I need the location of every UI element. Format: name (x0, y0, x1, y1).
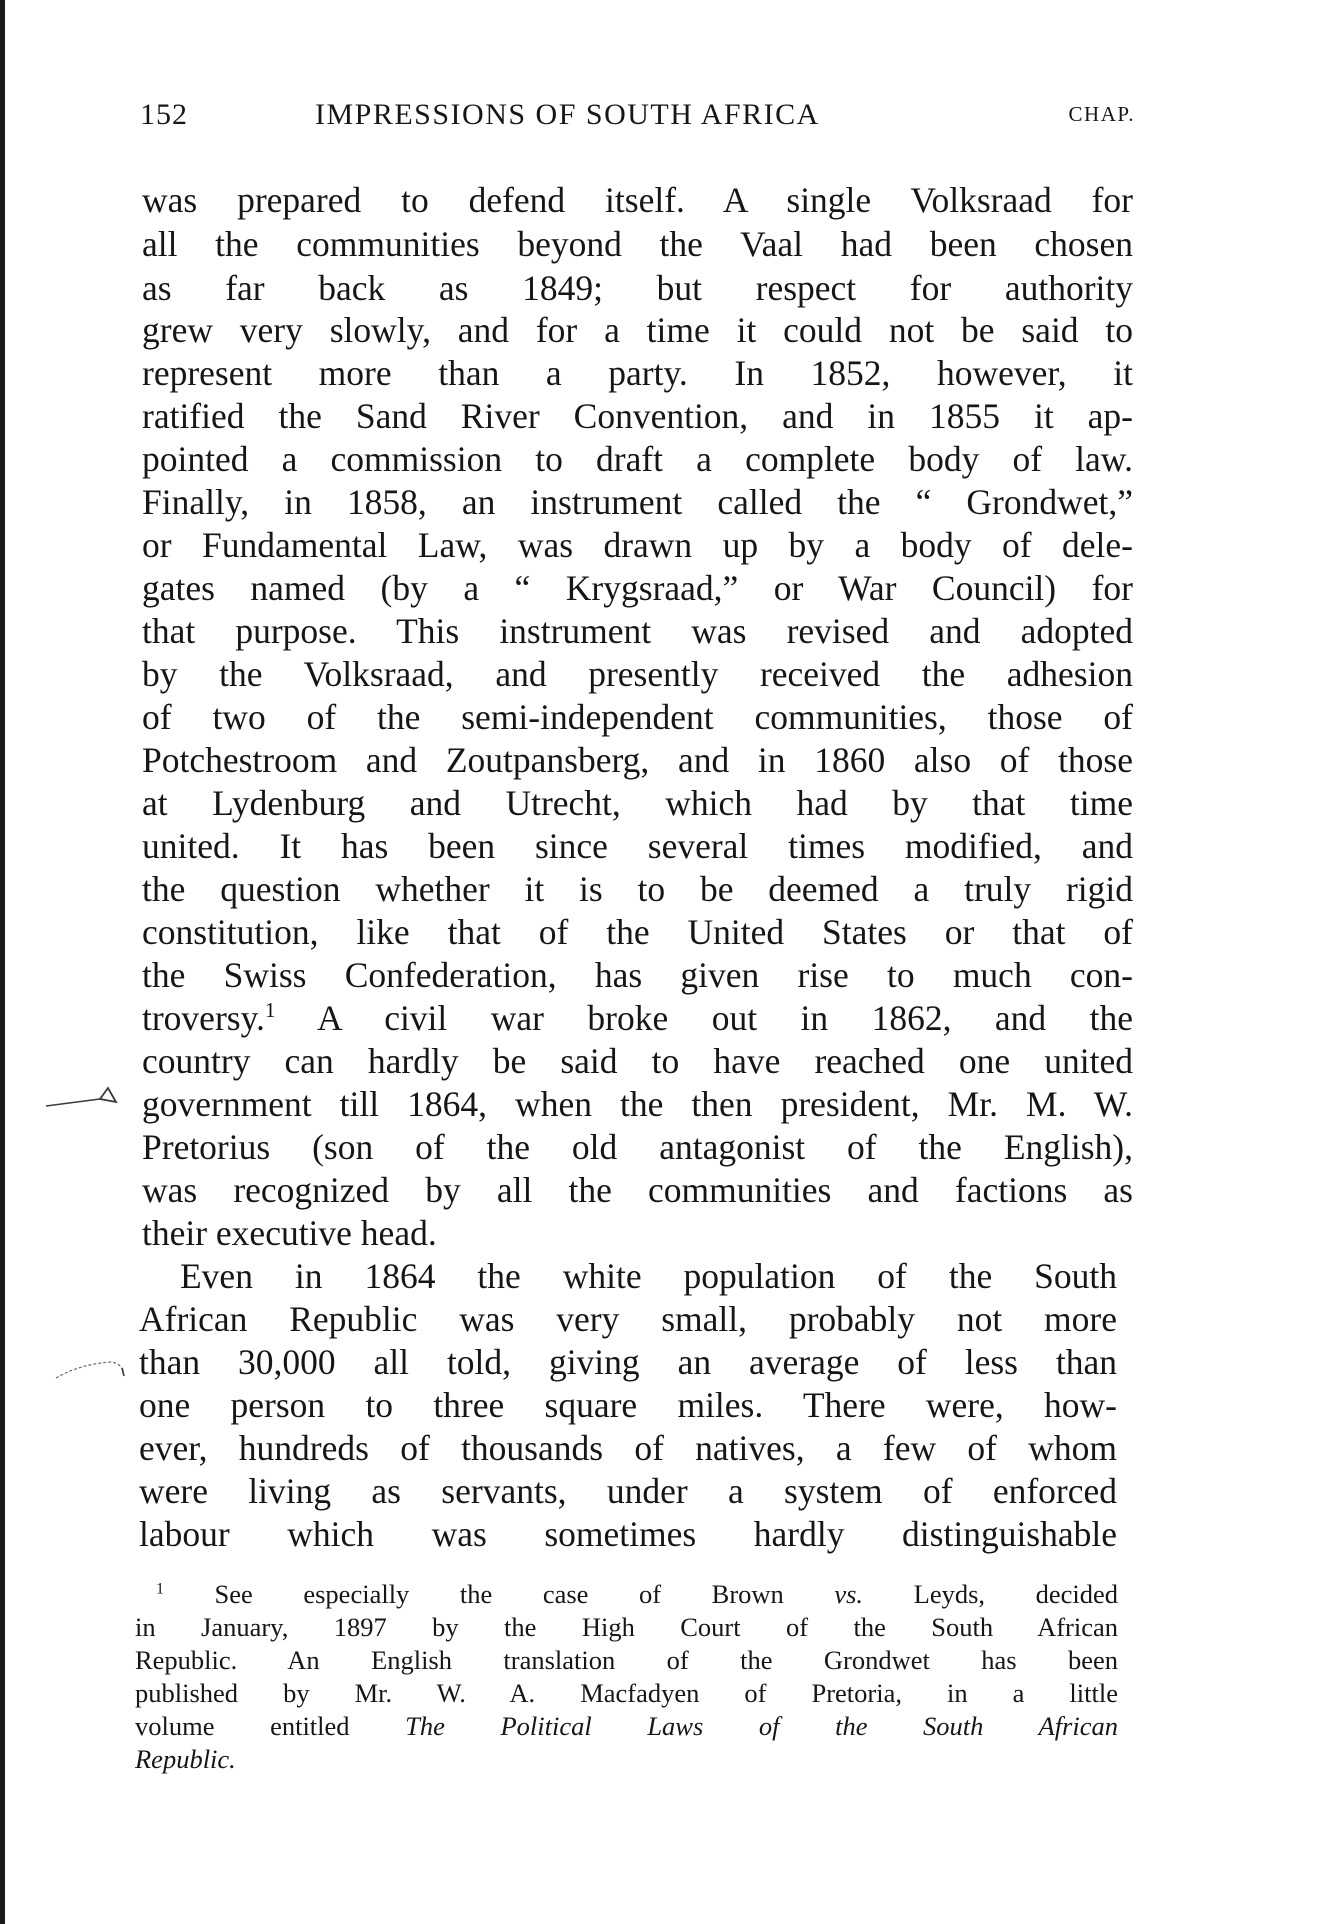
footnote-line: in January, 1897 by the High Court of the South African (135, 1612, 1118, 1642)
footnote-marker: 1 (156, 1580, 164, 1598)
text-segment: A civil war broke out in 1862, and the (275, 998, 1133, 1038)
text-line: ever, hundreds of thousands of natives, a few of whom (139, 1428, 1117, 1468)
text-line: African Republic was very small, probably not more (139, 1299, 1117, 1339)
footnote-line (156, 1578, 1118, 1611)
text-line: was recognized by all the communities and factions as (142, 1170, 1133, 1210)
text-line: Potchestroom and Zoutpansberg, and in 1860 also of those (142, 740, 1133, 780)
text-line: by the Volksraad, and presently received the adhesion (142, 654, 1133, 694)
text-segment: See especially the case of Brown (163, 1579, 835, 1609)
footnote-line (135, 1743, 1118, 1776)
text-line: or Fundamental Law, was drawn up by a body of dele- (142, 525, 1133, 565)
text-line: ratified the Sand River Convention, and in 1855 it ap- (142, 396, 1133, 436)
text-line: at Lydenburg and Utrecht, which had by that time (142, 783, 1133, 823)
text-line (142, 996, 1133, 1040)
text-segment: Leyds, decided (863, 1579, 1118, 1609)
text-line: was prepared to defend itself. A single Volksraad for (142, 180, 1133, 220)
text-line: were living as servants, under a system of enforced (139, 1471, 1117, 1511)
text-line: Even in 1864 the white population of the South (180, 1256, 1117, 1296)
chapter-label: CHAP. (1068, 102, 1135, 126)
text-line: Finally, in 1858, an instrument called the “ Grondwet,” (142, 482, 1133, 522)
text-segment: troversy. (142, 998, 265, 1038)
page-binding-edge (0, 0, 5, 1924)
text-line: one person to three square miles. There were, how- (139, 1385, 1117, 1425)
text-segment: vs. (834, 1579, 864, 1609)
text-line: as far back as 1849; but respect for authority (142, 268, 1133, 308)
text-segment: volume entitled (135, 1711, 406, 1741)
pencil-tick-mark (52, 1352, 132, 1386)
text-line: Pretorius (son of the old antagonist of the English), (142, 1127, 1133, 1167)
pencil-arrow-mark (42, 1080, 132, 1116)
text-line: united. It has been since several times modified, and (142, 826, 1133, 866)
book-title: IMPRESSIONS OF SOUTH AFRICA (315, 98, 820, 131)
text-line: constitution, like that of the United States or that of (142, 912, 1133, 952)
text-line: pointed a commission to draft a complete body of law. (142, 439, 1133, 479)
text-segment: The Political Laws of the South African (405, 1711, 1118, 1741)
footnote-line (135, 1710, 1118, 1743)
footnote-line: Republic. An English translation of the Grondwet has been (135, 1645, 1118, 1675)
text-line: grew very slowly, and for a time it could not be said to (142, 310, 1133, 350)
text-line: of two of the semi-independent communities, those of (142, 697, 1133, 737)
footnote-reference: 1 (264, 998, 276, 1023)
text-line: represent more than a party. In 1852, however, it (142, 353, 1133, 393)
text-line: that purpose. This instrument was revised and adopted (142, 611, 1133, 651)
text-line: the Swiss Confederation, has given rise to much con- (142, 955, 1133, 995)
text-line: labour which was sometimes hardly distinguishable (139, 1514, 1117, 1554)
footnote-line: published by Mr. W. A. Macfadyen of Pretoria, in a little (135, 1678, 1118, 1708)
page-number: 152 (140, 98, 188, 131)
text-line: gates named (by a “ Krygsraad,” or War Council) for (142, 568, 1133, 608)
text-line: the question whether it is to be deemed a truly rigid (142, 869, 1133, 909)
running-header (140, 98, 1135, 138)
text-segment: Republic. (135, 1744, 236, 1774)
text-line: their executive head. (142, 1213, 437, 1253)
text-line: than 30,000 all told, giving an average of less than (139, 1342, 1117, 1382)
text-line: country can hardly be said to have reached one united (142, 1041, 1133, 1081)
text-line: government till 1864, when the then president, Mr. M. W. (142, 1084, 1133, 1124)
text-line: all the communities beyond the Vaal had been chosen (142, 224, 1133, 264)
